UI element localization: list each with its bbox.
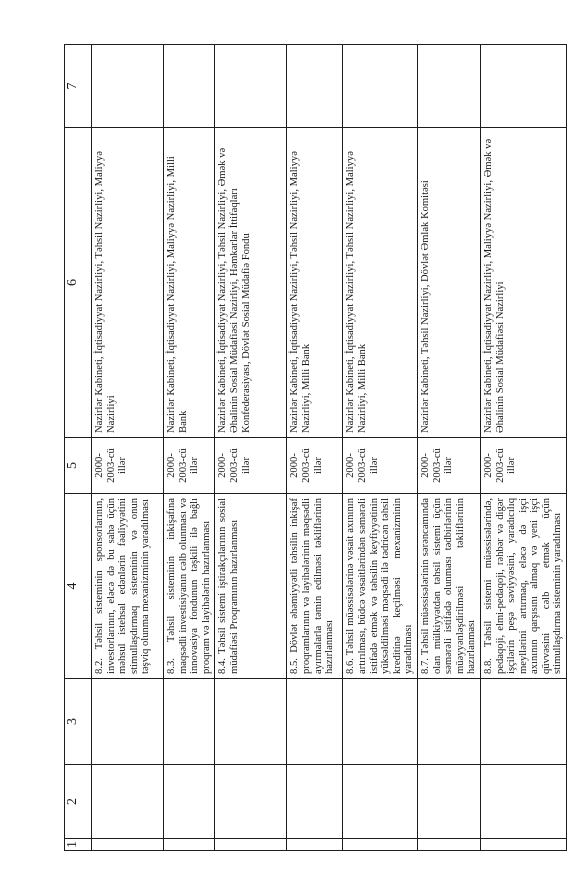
notes-cell xyxy=(164,45,215,128)
empty-cell xyxy=(164,679,215,765)
responsible-cell: Nazirlər Kabineti, Təhsil Nazirliyi, Dövlət Əmlak Komitəsi xyxy=(417,128,480,438)
empty-cell xyxy=(417,679,480,765)
column-header-3: 3 xyxy=(65,679,92,765)
task-cell: 8.3. Təhsil sisteminin inkişafına maqsədli investisiyanın cəlb olunması və innovasiya fondunun təşkili ilə bağlı proqram və layihələrin hazırlanması xyxy=(164,494,215,679)
empty-cell xyxy=(215,679,287,765)
column-header-1: 1 xyxy=(65,839,92,851)
responsible-cell: Nazirlər Kabineti, İqtisadiyyat Nazirliyi, Maliyyə Nazirliyi, Əmək və Əhalinin Sosial Müdafiəsi Nazirliyi xyxy=(480,128,566,438)
column-header-5: 5 xyxy=(65,438,92,494)
responsible-cell: Nazirlər Kabineti, İqtisadiyyat Nazirliyi, Təhsil Nazirliyi, Maliyyə Nazirliyi, Milli Bank xyxy=(343,128,418,438)
notes-cell xyxy=(343,45,418,128)
empty-cell xyxy=(343,765,418,839)
table-row xyxy=(480,45,566,851)
task-cell: 8.7. Təhsil müəssisələrinin sərəncamında olan mülkiyyətdən təhsil sistemi üçün səmərəli istifadə olunması tədbirlərinin müəyyənləşdirilməsi təkliflərinin hazırlanması xyxy=(417,494,480,679)
empty-cell xyxy=(287,679,343,765)
empty-cell xyxy=(92,679,164,765)
responsible-cell: Nazirlər Kabineti, İqtisadiyyat Nazirliyi, Maliyyə Nazirliyi, Milli Bank xyxy=(164,128,215,438)
table-header-row xyxy=(65,45,92,851)
table-row xyxy=(417,45,480,851)
action-plan-table xyxy=(64,44,567,851)
column-header-6: 6 xyxy=(65,128,92,438)
period-cell: 2000-2003-cü illər xyxy=(92,438,164,494)
empty-cell xyxy=(92,765,164,839)
table-row xyxy=(92,45,164,851)
empty-cell xyxy=(417,765,480,839)
period-cell: 2000-2003-cü illər xyxy=(164,438,215,494)
notes-cell xyxy=(287,45,343,128)
responsible-cell: Nazirlər Kabineti, İqtisadiyyat Nazirliyi, Təhsil Nazirliyi, Maliyyə Nazirliyi, Milli Bank xyxy=(287,128,343,438)
empty-cell xyxy=(343,679,418,765)
task-cell: 8.4. Təhsil sistemi iştirakçılarının sosial müdafiəsi Proqramının hazırlanması xyxy=(215,494,287,679)
number-cell xyxy=(164,839,215,851)
notes-cell xyxy=(480,45,566,128)
responsible-cell: Nazirlər Kabineti, İqtisadiyyat Nazirliyi, Təhsil Nazirliyi, Əmək və Əhalinin Sosial Müdafiəsi Nazirliyi, Həmkarlar İttifaqları Konfederasiyası, Dövlət Sosial Müdafiə Fondu xyxy=(215,128,287,438)
task-cell: 8.2. Təhsil sisteminin sponsorlarının, investorlarının, eləcə də bu sahə üçün məhsul istehsal edənlərin fəaliyyətini stimullaşdırmaq sisteminin və onun təşviq olunma mexanizminin yaradılması xyxy=(92,494,164,679)
task-cell: 8.8. Təhsil sistemi müəssisələrində, pedaqoji, elmi-pedaqoji, rəhbər və digər işçilərin peşə səviyyəsini, yaradıcılıq meyllərini artırmaq, eləcə də işçi axınının qarşısını almaq və yeni işçi qüvvəsini cəlb etmək üçün stimullaşdırma sisteminin yaradılması xyxy=(480,494,566,679)
period-cell: 2000-2003-cü illər xyxy=(287,438,343,494)
responsible-cell: Nazirlər Kabineti, İqtisadiyyat Nazirliyi, Təhsil Nazirliyi, Maliyyə Nazirliyi xyxy=(92,128,164,438)
number-cell xyxy=(343,839,418,851)
number-cell xyxy=(480,839,566,851)
period-cell: 2000-2003-cü illər xyxy=(480,438,566,494)
period-cell: 2000-2003-cü illər xyxy=(343,438,418,494)
period-cell: 2000-2003-cü illər xyxy=(215,438,287,494)
column-header-7: 7 xyxy=(65,45,92,128)
empty-cell xyxy=(215,765,287,839)
task-cell: 8.5. Dövlət əhəmiyyətli təhsilin inkişaf proqramlarının və layihələrinin məqsədli ayırmalarla təmin edilməsi təkliflərinin hazırlanması xyxy=(287,494,343,679)
empty-cell xyxy=(480,765,566,839)
table-row xyxy=(287,45,343,851)
notes-cell xyxy=(417,45,480,128)
table-row xyxy=(215,45,287,851)
notes-cell xyxy=(215,45,287,128)
empty-cell xyxy=(287,765,343,839)
table-row xyxy=(343,45,418,851)
number-cell xyxy=(215,839,287,851)
empty-cell xyxy=(480,679,566,765)
period-cell: 2000-2003-cü illər xyxy=(417,438,480,494)
number-cell xyxy=(92,839,164,851)
number-cell xyxy=(287,839,343,851)
notes-cell xyxy=(92,45,164,128)
number-cell xyxy=(417,839,480,851)
table-row xyxy=(164,45,215,851)
column-header-4: 4 xyxy=(65,494,92,679)
empty-cell xyxy=(164,765,215,839)
task-cell: 8.6. Təhsil müəssisələrinə vəsait axınının artırılması, büdcə vəsaitlərindən səmərəli istifadə etmək və təhsilin keyfiyyətinin yüksəldilməsi məqsədi ilə tədricən təhsil kreditinə keçilməsi mexanizminin yaradılması xyxy=(343,494,418,679)
column-header-2: 2 xyxy=(65,765,92,839)
